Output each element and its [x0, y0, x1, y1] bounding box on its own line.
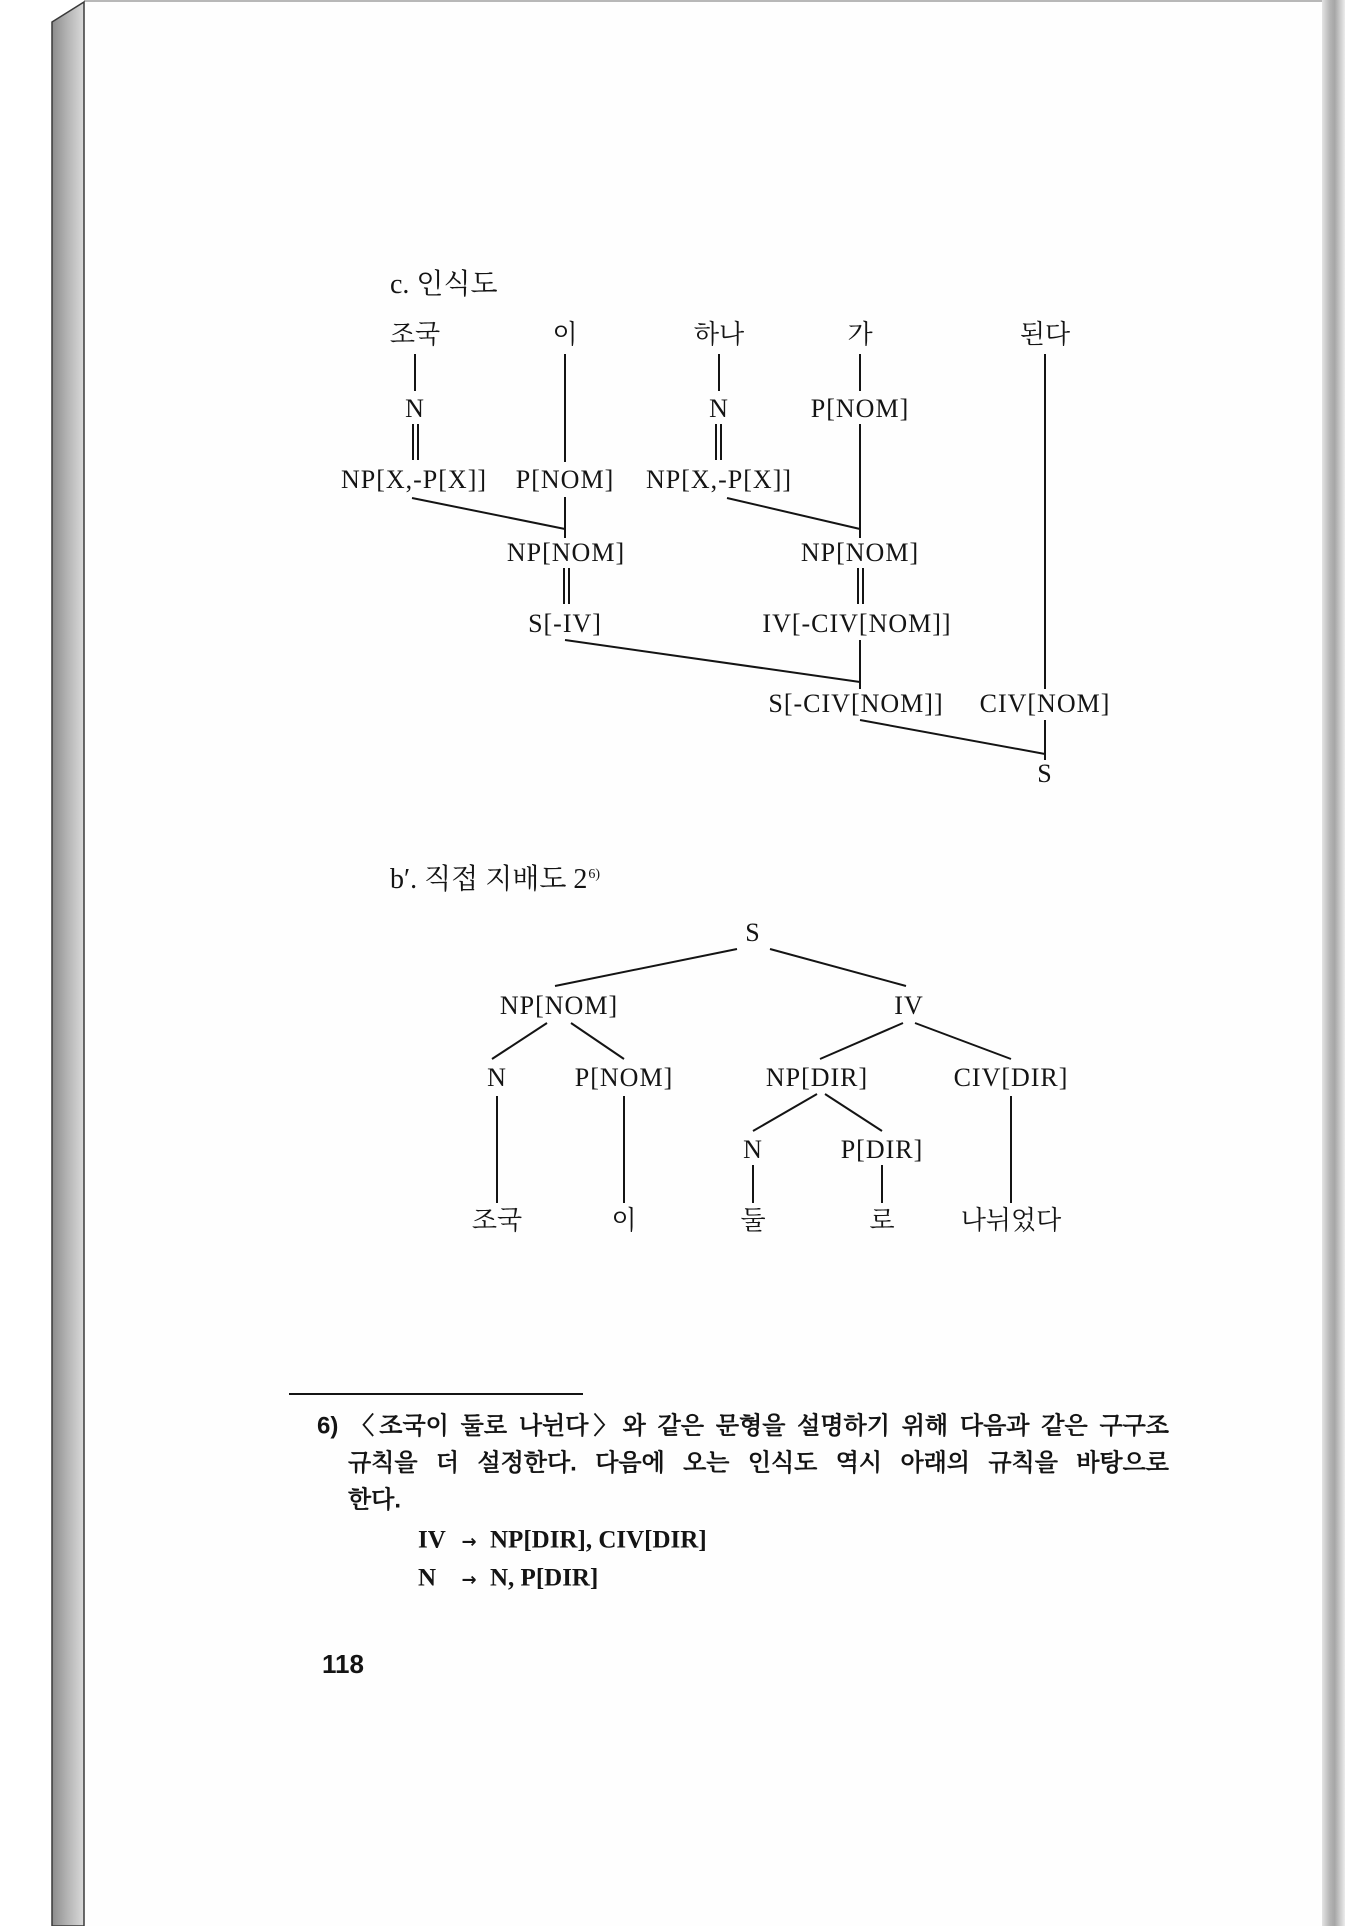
section-c-heading: c. 인식도 [390, 269, 498, 300]
dominance-tree-node: NP[NOM] [499, 991, 619, 1020]
recognition-tree-word: 하나 [693, 320, 745, 349]
dominance-tree-node: P[DIR] [840, 1135, 924, 1164]
section-b-label: b′. 직접 지배도 2 [390, 864, 588, 895]
recognition-tree-node: P[NOM] [810, 394, 910, 423]
section-b-heading [390, 866, 600, 894]
page-number: 118 [322, 1649, 364, 1679]
footnote-line: 한다. [348, 1486, 402, 1514]
footnote-line [317, 1413, 1169, 1442]
footnote-marker: 6) [317, 1412, 339, 1440]
recognition-tree-word: 조국 [389, 320, 441, 349]
dominance-tree-edge [915, 1023, 1011, 1059]
recognition-tree-word: 된다 [1019, 320, 1071, 349]
dominance-tree-node: IV [894, 991, 924, 1020]
recognition-tree-node: NP[NOM] [800, 538, 920, 567]
dominance-tree-node: N [487, 1063, 507, 1092]
recognition-tree-word: 이 [552, 320, 578, 349]
recognition-tree-node: NP[X,-P[X]] [645, 465, 793, 494]
recognition-tree-edge [565, 640, 860, 682]
dominance-tree-edge [770, 949, 906, 986]
dominance-tree-word: 이 [611, 1206, 637, 1235]
recognition-tree-node: S[-CIV[NOM]] [768, 689, 944, 718]
rule-rhs: N, P[DIR] [490, 1564, 599, 1592]
recognition-tree-edge [412, 498, 565, 529]
recognition-tree-node: CIV[NOM] [979, 689, 1111, 718]
rule-lhs: IV [418, 1526, 446, 1554]
rule-rhs: NP[DIR], CIV[DIR] [490, 1526, 707, 1554]
recognition-tree-edge [860, 720, 1045, 754]
dominance-tree-word: 나뉘었다 [960, 1206, 1062, 1235]
recognition-tree-root: S [1037, 759, 1053, 788]
recognition-tree-node: NP[NOM] [506, 538, 626, 567]
recognition-tree-edge [727, 498, 860, 529]
recognition-tree-node: NP[X,-P[X]] [340, 465, 488, 494]
dominance-tree-node: NP[DIR] [765, 1063, 869, 1092]
recognition-tree-node: N [405, 394, 425, 423]
dominance-tree-node: P[NOM] [574, 1063, 674, 1092]
recognition-tree-node: P[NOM] [515, 465, 615, 494]
footnote-text: 〈조국이 둘로 나뉜다〉와 같은 문형을 설명하기 위해 다음과 같은 구구조 [350, 1412, 1169, 1440]
recognition-tree-word: 가 [847, 320, 873, 349]
recognition-tree-node: IV[-CIV[NOM]] [762, 609, 952, 638]
phrase-structure-rule [418, 1566, 598, 1591]
footnote-reference: 6) [588, 866, 601, 882]
footnote-separator [289, 1393, 583, 1395]
rule-lhs: N [418, 1564, 437, 1592]
rule-arrow: → [461, 1531, 477, 1553]
dominance-tree-edge [825, 1094, 882, 1131]
footnote-line: 규칙을 더 설정한다. 다음에 오는 인식도 역시 아래의 규칙을 바탕으로 [348, 1449, 1169, 1477]
dominance-tree-edge [820, 1023, 903, 1059]
recognition-tree-node: S[-IV] [528, 609, 602, 638]
dominance-tree-node: N [743, 1135, 763, 1164]
dominance-tree-word: 조국 [471, 1206, 523, 1235]
dominance-tree-edge [753, 1094, 817, 1131]
dominance-tree-edge [555, 949, 737, 986]
recognition-tree-node: N [709, 394, 729, 423]
dominance-tree-edge [571, 1023, 624, 1059]
dominance-tree-word: 로 [869, 1206, 895, 1235]
dominance-tree-word: 둘 [740, 1206, 766, 1235]
rule-arrow: → [461, 1569, 477, 1591]
dominance-tree-edge [492, 1023, 547, 1059]
dominance-tree-node: CIV[DIR] [953, 1063, 1069, 1092]
dominance-tree-root: S [745, 918, 761, 947]
phrase-structure-rule [418, 1528, 707, 1553]
